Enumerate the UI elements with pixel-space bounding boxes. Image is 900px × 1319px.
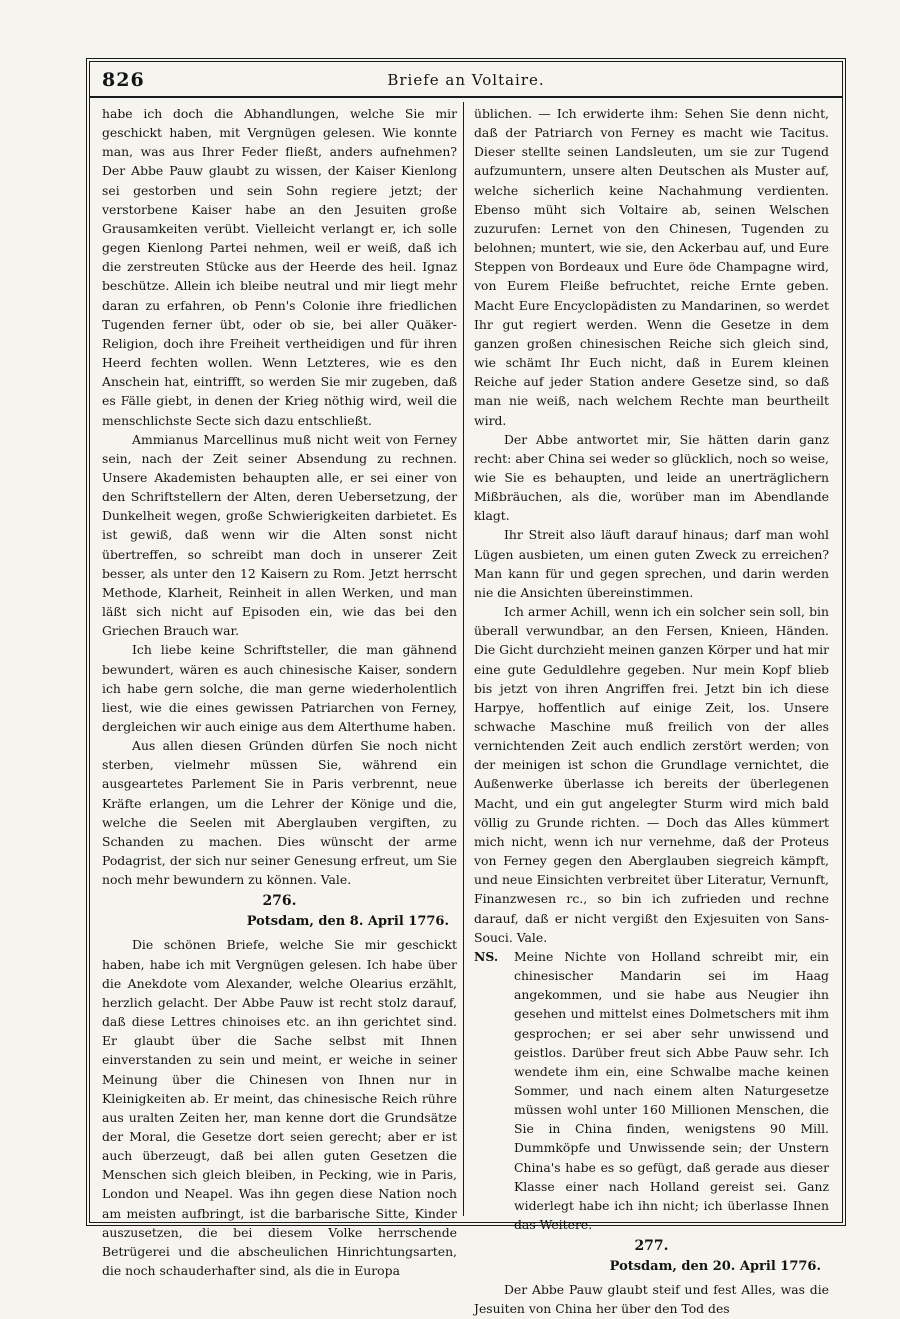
book-page [86,58,846,1317]
paragraph: Aus allen diesen Gründen dürfen Sie noch nicht sterben, vielmehr müssen Sie, während ein ausgeartetes Parlement Sie in Paris verbrennt, neue Kräfte erlangen, um die Lehrer der Könige und die, welche die Seelen mit Aberglauben vergiften, zu Schanden zu machen. Dies wünscht der arme Podagrist, der sich nur seiner Genesung erfreut, um Sie noch mehr bewundern zu können. Vale. [102,738,457,888]
paragraph: Ich liebe keine Schriftsteller, die man gähnend bewundert, wären es auch chinesische Kaiser, sondern ich habe gern solche, die man gerne wiederholentlich liest, wie die eines gewissen Patriarchen von Ferney, dergleichen wir auch einige aus dem Alterthume haben. [102,642,457,734]
page-header [90,62,842,98]
column-divider [463,102,464,1216]
paragraph: üblichen. — Ich erwiderte ihm: Sehen Sie denn nicht, daß der Patriarch von Ferney es macht wie Tacitus. Dieser stellte seinen Landsleuten, um sie zur Tugend aufzumuntern, unsere alten Deutschen als Muster auf, welche sicherlich keine Nachahmung verdienten. Ebenso müht sich Voltaire ab, seinen Welschen zuzurufen: Lernet von den Chinesen, Tugenden zu belohnen; muntert, wie sie, den Ackerbau auf, und Eure Steppen von Bordeaux und Eure öde Champagne wird, von Eurem Fleiße befruchtet, reiche Ernte geben. Macht Eure Encyclopädisten zu Mandarinen, so werdet Ihr gut regiert werden. Wenn die Gesetze in dem ganzen großen chinesischen Reiche sich gleich sind, wie schämt Ihr Euch nicht, daß in Eurem kleinen Reiche auf jeder Station andere Gesetze sind, so daß man nie weiß, nach welchem Rechte man beurtheilt wird. [474,106,829,428]
letter-dateline: Potsdam, den 8. April 1776. [246,914,449,930]
paragraph: Ammianus Marcellinus muß nicht weit von Ferney sein, nach der Zeit seiner Absendung zu rechnen. Unsere Akademisten behaupten alle, er sei einer von den Schriftstellern der Alten, deren Uebersetzung, der Dunkelheit wegen, große Schwierigkeiten darbietet. Es ist gewiß, daß wenn wir die Alten sonst nicht übertreffen, so schreibt man doch in unserer Zeit besser, als unter den 12 Kaisern zu Rom. Jetzt herrscht Methode, Klarheit, Reinheit in allen Werken, und man läßt sich nicht auf Episoden ein, wie das bei den Griechen Brauch war. [102,431,457,639]
paragraph: Ihr Streit also läuft darauf hinaus; darf man wohl Lügen ausbieten, um einen guten Zweck zu erreichen? Man kann für und gegen sprechen, und darin werden nie die Ansichten übereinstimmen. [474,527,829,600]
page-number: 826 [102,69,145,91]
right-column [474,104,829,1319]
letter-number: 276. [262,893,297,910]
paragraph: Der Abbe antwortet mir, Sie hätten darin ganz recht: aber China sei weder so glücklich, noch so weise, wie Sie es behaupten, und leide an unerträglichern Mißbräuchen, als die, worüber man im Abendlande klagt. [474,431,829,524]
paragraph: habe ich doch die Abhandlungen, welche Sie mir geschickt haben, mit Vergnügen gelesen. Wie konnte man, was aus Ihrer Feder fließt, anders aufnehmen? Der Abbe Pauw glaubt zu wissen, der Kaiser Kienlong sei gestorben und sein Sohn regiere jetzt; der verstorbene Kaiser habe an den Jesuiten große Grausamkeiten verübt. Vielleicht verlangt er, ich solle gegen Kienlong Partei nehmen, weil er weiß, daß ich die zerstreuten Stücke aus der Heerde des heil. Ignaz beschütze. Allein ich bleibe neutral und mir liegt mehr daran zu erfahren, ob Penn's Colonie ihre friedlichen Tugenden ferner übt, oder ob sie, bei aller Quäker-Religion, doch ihre Freiheit vertheidigen und für ihren Heerd fechten wollen. Wenn Letzteres, wie es den Anschein hat, eintrifft, so werden Sie mir zugeben, daß es Fälle giebt, in denen der Krieg nöthig wird, weil die menschlichste Secte sich dazu entschließt. [102,106,457,428]
paragraph: Die schönen Briefe, welche Sie mir geschickt haben, habe ich mit Vergnügen gelesen. Ich habe über die Anekdote vom Alexander, welche Olearius erzählt, herzlich gelacht. Der Abbe Pauw ist recht stolz darauf, daß diese Lettres chinoises etc. an ihn gerichtet sind. Er glaubt über die Sache selbst mit Ihnen einverstanden zu sein und meint, er weiche in seiner Meinung über die Chinesen von Ihnen nur in Kleinigkeiten ab. Er meint, das chinesische Reich rühre aus uralten Zeiten her, man kenne dort die Grundsätze der Moral, die Gesetze dort seien gerecht; aber er ist auch überzeugt, daß bei allen guten Gesetzen die Menschen sich gleich bleiben, in Pecking, wie in Paris, London und Neapel. Was ihn gegen diese Nation noch am meisten aufbringt, ist die barbarische Sitte, Kinder auszusetzen, die bei diesem Volke herrschende Betrügerei und die abscheulichen Hinrichtungsarten, die noch schauderhafter sind, als die in Europa [102,937,457,1279]
left-column [102,104,457,1280]
letter-number: 277. [634,1238,669,1255]
postscript-label: NS. [474,948,499,964]
paragraph: Der Abbe Pauw glaubt steif und fest Alles, was die Jesuiten von China her über den Tod des [474,1282,829,1317]
postscript [474,947,829,1234]
running-title: Briefe an Voltaire. [387,71,545,89]
postscript-text: Meine Nichte von Holland schreibt mir, ein chinesischer Mandarin sei im Haag angekommen, und sie habe aus Neugier ihn gesehen und mittelst eines Dolmetschers mit ihm gesprochen; er sei aber sehr unwissend und geistlos. Darüber freut sich Abbe Pauw sehr. Ich wendete ihm ein, eine Schwalbe mache keinen Sommer, und nach einem alten Naturgesetze müssen wohl unter 160 Millionen Menschen, die Sie in China finden, wenigstens 90 Mill. Dummköpfe und Unwissende sein; der Unstern China's habe es so gefügt, daß gerade aus dieser Klasse einer nach Holland gereist sei. Ganz widerlegt habe ich ihn nicht; ich überlasse Ihnen das Weitere. [514,948,829,1233]
letter-dateline: Potsdam, den 20. April 1776. [609,1259,821,1275]
paragraph: Ich armer Achill, wenn ich ein solcher sein soll, bin überall verwundbar, an den Fersen, Knieen, Händen. Die Gicht durchzieht meinen ganzen Körper und hat mir eine gute Geduldlehre gegeben. Nur mein Kopf blieb bis jetzt von ihren Angriffen frei. Jetzt bin ich diese Harpye, hoffentlich auf einige Zeit, los. Unsere schwache Maschine muß freilich von der alles vernichtenden Zeit auch endlich zerstört werden; von der meinigen ist schon die Grundlage vernichtet, die Außenwerke überlasse ich bereits der überlegenen Macht, und ein gut angelegter Sturm wird mich bald völlig zu Grunde richten. — Doch das Alles kümmert mich nicht, wenn ich nur vernehme, daß der Proteus von Ferney gegen den Aberglauben siegreich kämpft, und neue Einsichten verbreitet über Literatur, Vernunft, Finanzwesen rc., so bin ich zufrieden und rechne darauf, daß er nicht vergißt den Exjesuiten von Sans-Souci. Vale. [474,604,829,945]
